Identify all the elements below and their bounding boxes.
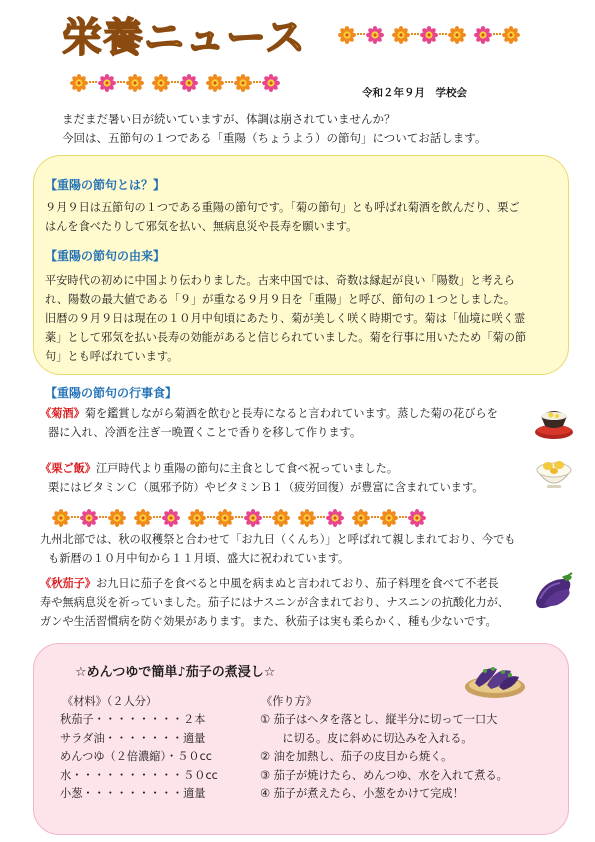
- flower-border-top-right: [338, 26, 520, 44]
- chrysanthemum-icon: [108, 509, 126, 527]
- chrysanthemum-icon: [352, 509, 370, 527]
- chrysanthemum-icon: [234, 74, 252, 92]
- body-line: 平安時代の初めに中国より伝わりました。古来中国では、奇数は縁起が良い「陽数」と考えら: [45, 274, 515, 287]
- kurigohan-label: 《栗ご飯》: [40, 462, 96, 475]
- issue-date: 令和２年９月 学校会: [362, 87, 467, 99]
- dotted-divider: [357, 33, 365, 37]
- chrysanthemum-icon: [188, 509, 206, 527]
- step-item: ④ 茄子が煮えたら、小葱をかけて完成！: [260, 787, 464, 800]
- intro-line: 今回は、五節句の１つである「重陽（ちょうよう）の節句」についてお話します。: [62, 131, 487, 145]
- chrysanthemum-icon: [448, 26, 466, 44]
- chrysanthemum-icon: [474, 26, 492, 44]
- akinasu-text: ガンや生活習慣病を防ぐ効果があります。また、秋茄子は実も柔らかく、種も少ないです。: [40, 615, 497, 628]
- akinasu-label: 《秋茄子》: [40, 577, 96, 590]
- body-line: も新暦の１０月中旬から１１月頃、盛大に祝われています。: [48, 552, 350, 565]
- chrysanthemum-icon: [298, 509, 316, 527]
- chrysanthemum-icon: [134, 509, 152, 527]
- dotted-divider: [235, 516, 243, 520]
- chrysanthemum-icon: [126, 74, 144, 92]
- akinasu-text: 寿や無病息災を祈っていました。茄子にはナスニンが含まれており、ナスニンの抗酸化力が、: [40, 596, 509, 609]
- dotted-divider: [493, 33, 501, 37]
- eggplant-dish-icon: [463, 657, 527, 701]
- chrysanthemum-icon: [70, 74, 88, 92]
- dotted-divider: [411, 33, 419, 37]
- newsletter-title: 栄養ニュース: [62, 15, 306, 61]
- dotted-divider: [263, 516, 271, 520]
- ingredient-item: サラダ油・・・・・・・適量: [60, 731, 206, 745]
- chrysanthemum-icon: [502, 26, 520, 44]
- dotted-divider: [399, 516, 407, 520]
- kurigohan-paragraph: [40, 459, 483, 497]
- chrysanthemum-icon: [408, 509, 426, 527]
- chrysanthemum-icon: [80, 509, 98, 527]
- dotted-divider: [89, 81, 97, 85]
- dotted-divider: [225, 81, 233, 85]
- kikuzake-paragraph: [40, 404, 498, 442]
- dotted-divider: [371, 516, 379, 520]
- steps-list: [260, 711, 508, 804]
- ingredient-item: めんつゆ（２倍濃縮）・５０cc: [60, 750, 212, 763]
- chrysanthemum-icon: [338, 26, 356, 44]
- dotted-divider: [207, 516, 215, 520]
- chrysanthemum-icon: [244, 509, 262, 527]
- chrysanthemum-icon: [162, 509, 180, 527]
- section-heading-foods: 【重陽の節句の行事食】: [45, 386, 178, 400]
- chrysanthemum-icon: [98, 74, 116, 92]
- dotted-divider: [117, 81, 125, 85]
- flower-border-header: [70, 74, 280, 92]
- section-heading-what: 【重陽の節句とは？】: [45, 178, 166, 192]
- kunchi-paragraph: [40, 530, 515, 568]
- kurigohan-text: 栗にはビタミンＣ（風邪予防）やビタミンＢ１（疲労回復）が豊富に含まれています。: [48, 481, 484, 494]
- chrysanthemum-icon: [206, 74, 224, 92]
- step-item: ③ 茄子が焼けたら、めんつゆ、水を入れて煮る。: [260, 768, 508, 782]
- chrysanthemum-icon: [216, 509, 234, 527]
- chrysanthemum-icon: [152, 74, 170, 92]
- eggplant-icon: [528, 571, 578, 613]
- akinasu-paragraph: [40, 574, 509, 631]
- ingredients-list: [60, 711, 218, 804]
- step-item: ② 油を加熱し、茄子の皮目から焼く。: [260, 750, 453, 763]
- ingredient-item: 小葱・・・・・・・・・適量: [60, 787, 206, 800]
- section-heading-origin: 【重陽の節句の由来】: [45, 249, 166, 263]
- chrysanthemum-icon: [52, 509, 70, 527]
- kikuzake-text: 器に入れ、冷酒を注ぎ一晩置くことで香りを移して作ります。: [48, 426, 362, 439]
- kurigohan-text: 江戸時代より重陽の節句に主食として食べ祝っていました。: [95, 462, 399, 475]
- chrysanthemum-icon: [180, 74, 198, 92]
- dotted-divider: [71, 516, 79, 520]
- kikuzake-label: 《菊酒》: [40, 407, 85, 420]
- intro-line: まだまだ暑い日が続いていますが、体調は崩されていませんか？: [62, 112, 396, 126]
- chrysanthemum-icon: [392, 26, 410, 44]
- step-item: ① 茄子はヘタを落とし、縦半分に切って一口大: [260, 713, 498, 726]
- body-line: れ、陽数の最大値である「９」が重なる９月９日を「重陽」と呼び、節句の１つとしました。: [45, 293, 516, 306]
- dotted-divider: [171, 81, 179, 85]
- body-line: 旧暦の９月９日は現在の１０月中旬頃にあたり、菊が美しく咲く時期です。菊は「仙境に咲く霊: [45, 312, 526, 325]
- ingredient-item: 水・・・・・・・・・・５０cc: [60, 768, 218, 782]
- dotted-divider: [253, 81, 261, 85]
- chrysanthemum-icon: [420, 26, 438, 44]
- ingredient-item: 秋茄子・・・・・・・・２本: [60, 713, 206, 726]
- chrysanthemum-icon: [380, 509, 398, 527]
- chrysanthemum-icon: [366, 26, 384, 44]
- body-line: 九州北部では、秋の収穫祭と合わせて「お九日（くんち）」と呼ばれて親しまれており、今でも: [40, 533, 516, 546]
- recipe-title: ☆めんつゆで簡単♪茄子の煮浸し☆: [75, 665, 276, 680]
- flower-border-middle: [52, 509, 426, 527]
- body-line: 薬」として邪気を払い長寿の効能があると信じられていました。菊を行事に用いたため「菊の節: [45, 331, 527, 344]
- steps-heading: 《作り方》: [261, 695, 317, 708]
- body-line: はんを食べたりして邪気を払い、無病息災や長寿を願います。: [45, 220, 358, 233]
- chestnut-rice-icon: [533, 452, 575, 492]
- dotted-divider: [99, 516, 107, 520]
- dotted-divider: [153, 516, 161, 520]
- dotted-divider: [439, 33, 447, 37]
- sake-cup-icon: [533, 402, 575, 442]
- intro-text: [62, 110, 532, 148]
- dotted-divider: [317, 516, 325, 520]
- step-item: に切る。皮に斜めに切込みを入れる。: [260, 731, 473, 745]
- kikuzake-text: 菊を鑑賞しながら菊酒を飲むと長寿になると言われています。蒸した菊の花びらを: [84, 407, 498, 420]
- chrysanthemum-icon: [272, 509, 290, 527]
- section-body-what: [45, 198, 520, 236]
- chrysanthemum-icon: [262, 74, 280, 92]
- chrysanthemum-icon: [326, 509, 344, 527]
- body-line: 句」とも呼ばれています。: [45, 350, 179, 363]
- ingredients-heading: 《材料》（２人分）: [62, 695, 158, 708]
- section-body-origin: [45, 271, 526, 366]
- body-line: ９月９日は五節句の１つである重陽の節句です。「菊の節句」とも呼ばれ菊酒を飲んだり、栗ご: [45, 201, 520, 214]
- akinasu-text: お九日に茄子を食べると中風を病まぬと言われており、茄子料理を食べて不老長: [95, 577, 499, 590]
